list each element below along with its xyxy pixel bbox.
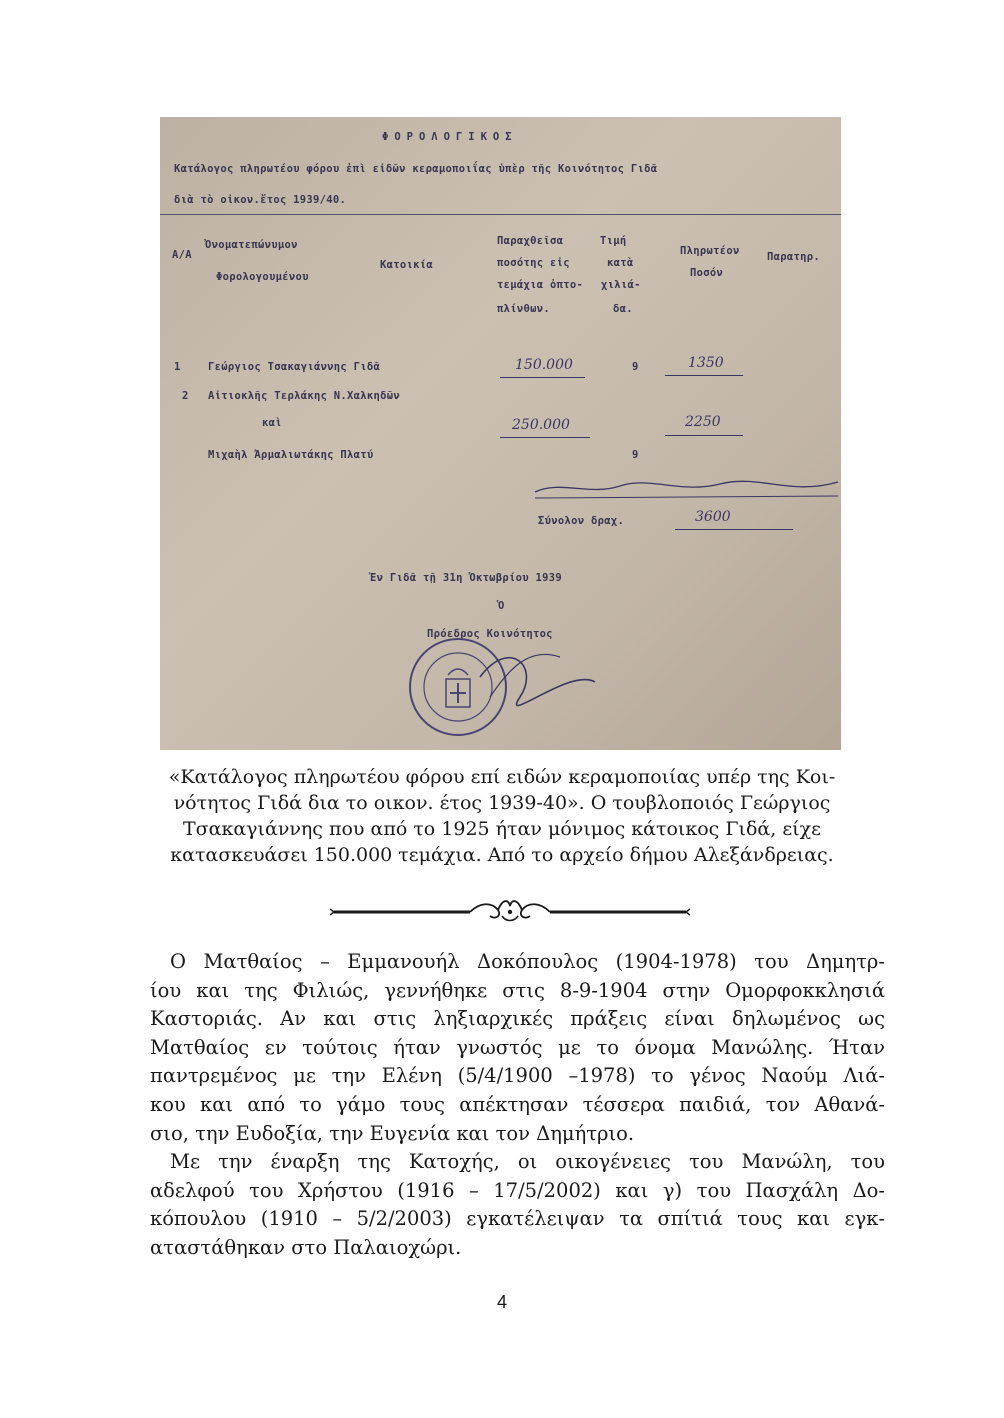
col-notes: Παρατηρ. [767, 251, 820, 263]
row1-price: 9 [632, 361, 639, 373]
col-payable-1: Πληρωτέον [680, 245, 740, 257]
body-line: Με την έναρξη της Κατοχής, οι οικογένειες του Μανώλη, του [170, 1150, 885, 1174]
ornamental-divider [330, 896, 690, 928]
row2-second-name: Μιχαὴλ Ἀρμαλιωτάκης Πλατύ [208, 449, 374, 461]
col-price-1: Τιμή [600, 235, 627, 247]
archival-document-scan [160, 117, 841, 750]
caption-line: κατασκευάσει 150.000 τεμάχια. Από το αρχείο δήμου Αλεξάνδρειας. [170, 844, 834, 866]
col-price-3: χιλιά- [601, 279, 641, 291]
doc-subtitle-line1: Κατάλογος πληρωτέου φόρου ἐπὶ εἰδῶν κεραμοποιΐας ὑπὲρ τῆς Κοινότητος Γιδᾶ [174, 163, 658, 175]
page-number: 4 [496, 1292, 507, 1312]
body-line: παντρεμένος με την Ελένη (5/4/1900 –1978) το γένος Ναούμ Λιά- [150, 1064, 885, 1088]
col-residence: Κατοικία [380, 259, 433, 271]
row2-number: 2 [182, 390, 189, 402]
body-line: αδελφού του Χρήστου (1916 – 17/5/2002) και γ) του Πασχάλη Δο- [150, 1178, 885, 1202]
body-line: αταστάθηκαν στο Παλαιοχώρι. [150, 1235, 462, 1259]
body-line: ίου και της Φιλιώς, γεννήθηκε στις 8-9-1904 στην Ομορφοκκλησιά [150, 978, 885, 1002]
body-line: κόπουλου (1910 – 5/2/2003) εγκατέλειψαν τα σπίτιά τους και εγκ- [150, 1207, 885, 1231]
signature-o: Ὁ [498, 600, 505, 612]
row2-name: Αἰτιοκλῆς Τερλάκης Ν.Χαλκηδῶν [208, 390, 401, 402]
header-rule [160, 214, 841, 215]
body-line: κου και από το γάμο τους απέκτησαν τέσσερα παιδιά, τον Αθανά- [150, 1092, 885, 1116]
col-payable-2: Ποσόν [690, 267, 724, 279]
col-qty-3: τεμάχια ὀπτο- [497, 279, 584, 291]
row1-name: Γεώργιος Τσακαγιάννης Γιδᾶ [208, 361, 381, 373]
row2-amount: 2250 [685, 414, 721, 430]
body-line: Καστοριάς. Αν και στις ληξιαρχικές πράξεις είναι δηλωμένος ως [150, 1007, 885, 1031]
body-line: Ο Ματθαίος – Εμμανουήλ Δοκόπουλος (1904-1978) του Δημητρ- [170, 950, 885, 973]
total-underline [675, 529, 793, 530]
col-price-4: δα. [613, 303, 633, 315]
row2-price: 9 [632, 449, 639, 461]
row1-number: 1 [174, 361, 181, 373]
row2-quantity-underline [500, 437, 590, 438]
row2-amount-underline [665, 435, 743, 436]
body-line: Ματθαίος εν τούτοις ήταν γνωστός με το όνομα Μανώλης. Ήταν [150, 1035, 885, 1059]
row2-and: καὶ [262, 417, 282, 429]
caption-line: νότητος Γιδά δια το οικον. έτος 1939-40». Ο τουβλοποιός Γεώργιος [173, 792, 831, 814]
handwritten-scribble [530, 472, 841, 502]
body-text [150, 948, 885, 1263]
caption-line: Τσακαγιάννης που από το 1925 ήταν μόνιμος κάτοικος Γιδά, είχε [183, 818, 821, 840]
date-line: Ἐν Γιδᾶ τῇ 31η Ὀκτωβρίου 1939 [370, 572, 563, 584]
official-stamp [400, 627, 600, 747]
row1-amount: 1350 [688, 355, 724, 371]
row1-quantity-underline [500, 377, 585, 378]
row2-quantity: 250.000 [512, 417, 570, 433]
row1-amount-underline [665, 375, 743, 376]
col-aa: Α/Α [172, 249, 192, 261]
figure-caption [130, 764, 874, 868]
total-label: Σύνολον δραχ. [538, 515, 625, 527]
total-value: 3600 [695, 509, 731, 525]
body-line: σιο, την Ευδοξία, την Ευγενία και τον Δημήτριο. [150, 1121, 635, 1145]
col-qty-4: πλίνθων. [497, 303, 550, 315]
col-qty-2: ποσότης εἰς [497, 257, 570, 269]
col-qty-1: Παραχθεῖσα [497, 235, 564, 247]
doc-heading: ΦΟΡΟΛΟΓΙΚΟΣ [382, 131, 518, 143]
row1-quantity: 150.000 [515, 357, 573, 373]
col-name-1: Ὀνοματεπώνυμον [205, 239, 298, 251]
col-name-2: Φορολογουμένου [216, 271, 309, 283]
col-price-2: κατὰ [607, 257, 634, 269]
caption-line: «Κατάλογος πληρωτέου φόρου επί ειδών κεραμοποιίας υπέρ της Κοι- [168, 766, 836, 788]
signature-title: Πρόεδρος Κοινότητος [427, 628, 553, 640]
doc-subtitle-line2: διὰ τὸ οἰκον.ἔτος 1939/40. [174, 194, 347, 206]
